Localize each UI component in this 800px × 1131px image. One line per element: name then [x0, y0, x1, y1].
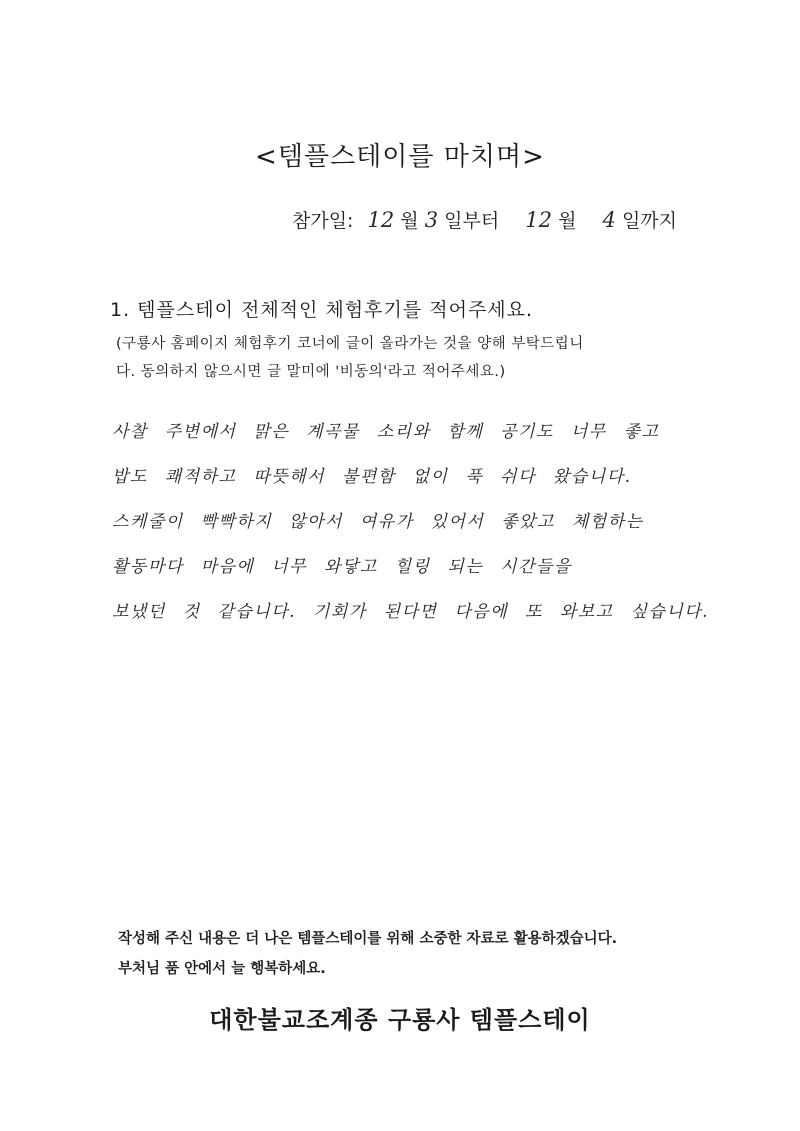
participation-dates [292, 206, 712, 240]
closing-line: 작성해 주신 내용은 더 나은 템플스테이를 위해 소중한 자료로 활용하겠습니다. [118, 931, 618, 947]
participation-label: 참가일: [292, 210, 354, 232]
answer-line: 사찰 주변에서 맑은 계곡물 소리와 함께 공기도 너무 좋고 [112, 422, 660, 442]
closing-message [118, 924, 718, 984]
closing-line: 부처님 품 안에서 늘 행복하세요. [118, 961, 326, 977]
organization-name: 대한불교조계종 구룡사 템플스테이 [209, 1006, 591, 1034]
handwritten-answer [112, 410, 710, 635]
question-note-line: 다. 동의하지 않으시면 글 말미에 '비동의'라고 적어주세요.) [116, 364, 506, 380]
end-month-unit: 월 [558, 210, 577, 232]
to-text: 일까지 [621, 210, 677, 232]
start-day-value: 3 [424, 208, 439, 232]
question-title: 1. 템플스테이 전체적인 체험후기를 적어주세요. [110, 299, 534, 321]
answer-line: 밥도 쾌적하고 따뜻해서 불편함 없이 푹 쉬다 왔습니다. [112, 467, 632, 487]
form-title: <템플스테이를 마치며> [255, 142, 545, 172]
question-note-line: (구룡사 홈페이지 체험후기 코너에 글이 올라가는 것을 양해 부탁드립니 [116, 336, 584, 352]
answer-line: 보냈던 것 같습니다. 기회가 된다면 다음에 또 와보고 싶습니다. [112, 602, 710, 622]
start-month-value: 12 [367, 208, 395, 232]
from-text: 일부터 [444, 210, 500, 232]
start-month-unit: 월 [400, 210, 419, 232]
answer-line: 활동마다 마음에 너무 와닿고 힐링 되는 시간들을 [112, 557, 572, 577]
end-day-value: 4 [602, 208, 616, 232]
question-note [116, 330, 706, 386]
answer-line: 스케줄이 빡빡하지 않아서 여유가 있어서 좋았고 체험하는 [112, 512, 644, 532]
end-month-value: 12 [525, 208, 553, 232]
